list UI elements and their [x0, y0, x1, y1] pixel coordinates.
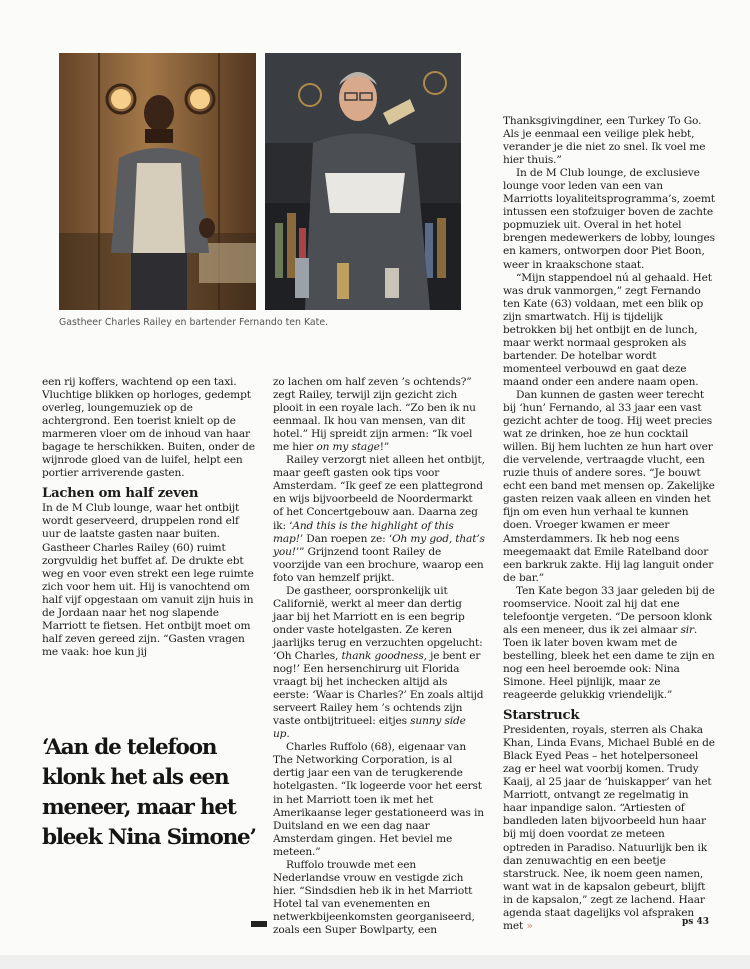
paragraph: zo lachen om half zeven ’s ochtends?” zegt Railey, terwijl zijn gezicht zich plooit in een royale lach. “Zo ben ik nu eenmaal. Ik hou van mensen, van dit hotel.” Hij spreidt zijn armen: “Ik voel me hier on my stage!” [273, 376, 476, 454]
paragraph: Railey verzorgt niet alleen het ontbijt, maar geeft gasten ook tips voor Amsterdam. “Ik geef ze een plattegrond en wijs bijvoorbeeld de Noordermarkt of het Concertgebouw aan. Daarna zeg ik: ‘And this is the highlight of this map!’ Dan roepen ze: ‘Oh my god, that’s you!’” Grijnzend toont Railey de voorzijde van een brochure, waarop een foto van hemzelf prijkt. [273, 454, 485, 584]
paragraph: Ruffolo trouwde met een Nederlandse vrouw en vestigde zich hier. “Sindsdien heb ik in het Marriott Hotel tal van evenementen en netwerkbijeenkomsten georganiseerd, zoals een Super Bowlparty, een [273, 858, 475, 936]
article-column-3 [503, 115, 715, 933]
subheading: Starstruck [503, 708, 580, 724]
subheading: Lachen om half zeven [42, 486, 199, 502]
article-column-2 [273, 376, 485, 937]
paragraph: Charles Ruffolo (68), eigenaar van The Networking Corporation, is al dertig jaar een van de terugkerende hotelgasten. “Ik logeerde voor het eerst in het Marriott toen ik met het Amerikaanse leger gestationeerd was in Duitsland en we een dag naar Amsterdam gingen. Het beviel me meteen.” [273, 741, 484, 858]
paragraph: In de M Club lounge, de exclusieve lounge voor leden van een van Marriotts loyaliteitsprogramma’s, zoemt intussen een stofzuiger boven de zachte popmuziek uit. Overal in het hotel brengen medewerkers de lobby, lounges en kamers, ontworpen door Piet Boon, weer in kraakschone staat. [503, 167, 715, 271]
paragraph: Presidenten, royals, sterren als Chaka Khan, Linda Evans, Michael Bublé en de Black Eyed Peas – het hotelpersoneel zag er heel wat voorbij komen. Trudy Kaaij, al 25 jaar de ‘huiskapper’ van het Marriott, ontvangt ze regelmatig in haar inpandige salon. “Artiesten of bandleden laten bijvoorbeeld hun haar bij mij doen voordat ze meteen optreden in Paradiso. Natuurlijk ben ik dan zenuwachtig en een beetje starstruck. Nee, ik noem geen namen, want wat in de kapsalon gebeurt, blijft in de kapsalon,” zegt ze lachend. Haar agenda staat dagelijks vol afspraken met » [503, 724, 715, 932]
photo-charles-railey [59, 53, 256, 310]
photo-fernando-ten-kate [265, 53, 461, 310]
page-number: ps 43 [682, 917, 710, 927]
photo-caption: Gastheer Charles Railey en bartender Fernando ten Kate. [59, 317, 329, 328]
paragraph: “Mijn stappendoel nú al gehaald. Het was druk vanmorgen,” zegt Fernando ten Kate (63) voldaan, met een blik op zijn smartwatch. Hij is tijdelijk betrokken bij het ontbijt en de lunch, maar werkt normaal gesproken als bartender. De hotelbar wordt momenteel verbouwd en gaat deze maand onder een andere naam open. [503, 271, 712, 388]
paragraph: De gastheer, oorspronkelijk uit Californië, werkt al meer dan dertig jaar bij het Marriott en is een begrip onder vaste hotelgasten. Ze keren jaarlijks terug en verzuchten opgelucht: ‘Oh Charles, thank goodness, je bent er nog!’ Een hersenchirurg uit Florida vraagt bij het inchecken altijd als eerste: ‘Waar is Charles?’ En zoals altijd serveert Railey hem ’s ochtends zijn vaste ontbijtritueel: eitjes sunny side up. [273, 584, 484, 741]
paragraph: Thanksgivingdiner, een Turkey To Go. Als je eenmaal een veilige plek hebt, verander je die niet zo snel. Ik voel me hier thuis.” [503, 115, 706, 167]
pull-quote: ‘Aan de telefoon klonk het als een meneer, maar het bleek Nina Simone’ [42, 735, 256, 850]
paragraph: Dan kunnen de gasten weer terecht bij ‘hun’ Fernando, al 33 jaar een vast gezicht achter de toog. Hij weet precies wat ze drinken, hoe ze hun cocktail willen. Bij hem luchten ze hun hart over die vervelende, vertraagde vlucht, een ruzie thuis of andere sores. “Je bouwt echt een band met mensen op. Zakelijke gasten reizen vaak alleen en vinden het fijn om even hun verhaal te kunnen doen. Vroeger kwamen er meer Amsterdammers. Ik heb nog eens meegemaakt dat Emile Ratelband door een barkruk zakte. Hij lag languit onder de bar.” [503, 388, 715, 584]
article-column-1 [42, 376, 257, 659]
continue-arrow-icon: » [526, 919, 533, 932]
footer-marker [251, 921, 267, 927]
paragraph: In de M Club lounge, waar het ontbijt wordt geserveerd, druppelen rond elf uur de laatste gasten naar buiten. Gastheer Charles Railey (60) ruimt zorgvuldig het buffet af. De drukte ebt weg en voor even strekt een lege ruimte zich voor hem uit. Hij is vanochtend om half vijf opgestaan om vanuit zijn huis in de Jordaan naar het nog slapende Marriott te fietsen. Het ontbijt moet om half zeven gereed zijn. “Gasten vragen me vaak: hoe kun jij [42, 502, 254, 658]
paragraph: een rij koffers, wachtend op een taxi. Vluchtige blikken op horloges, gedempt overleg, loungemuziek op de achtergrond. Een toerist knielt op de marmeren vloer om de inhoud van haar bagage te herschikken. Buiten, onder de wijnrode gloed van de luifel, helpt een portier arriverende gasten. [42, 376, 255, 480]
paragraph: Ten Kate begon 33 jaar geleden bij de roomservice. Nooit zal hij dat ene telefoontje vergeten. “De persoon klonk als een meneer, dus ik zei almaar sir. Toen ik later boven kwam met de bestelling, bleek het een dame te zijn en nog een heel beroemde ook: Nina Simone. Heel pijnlijk, maar ze reageerde gelukkig vriendelijk.” [503, 584, 715, 702]
